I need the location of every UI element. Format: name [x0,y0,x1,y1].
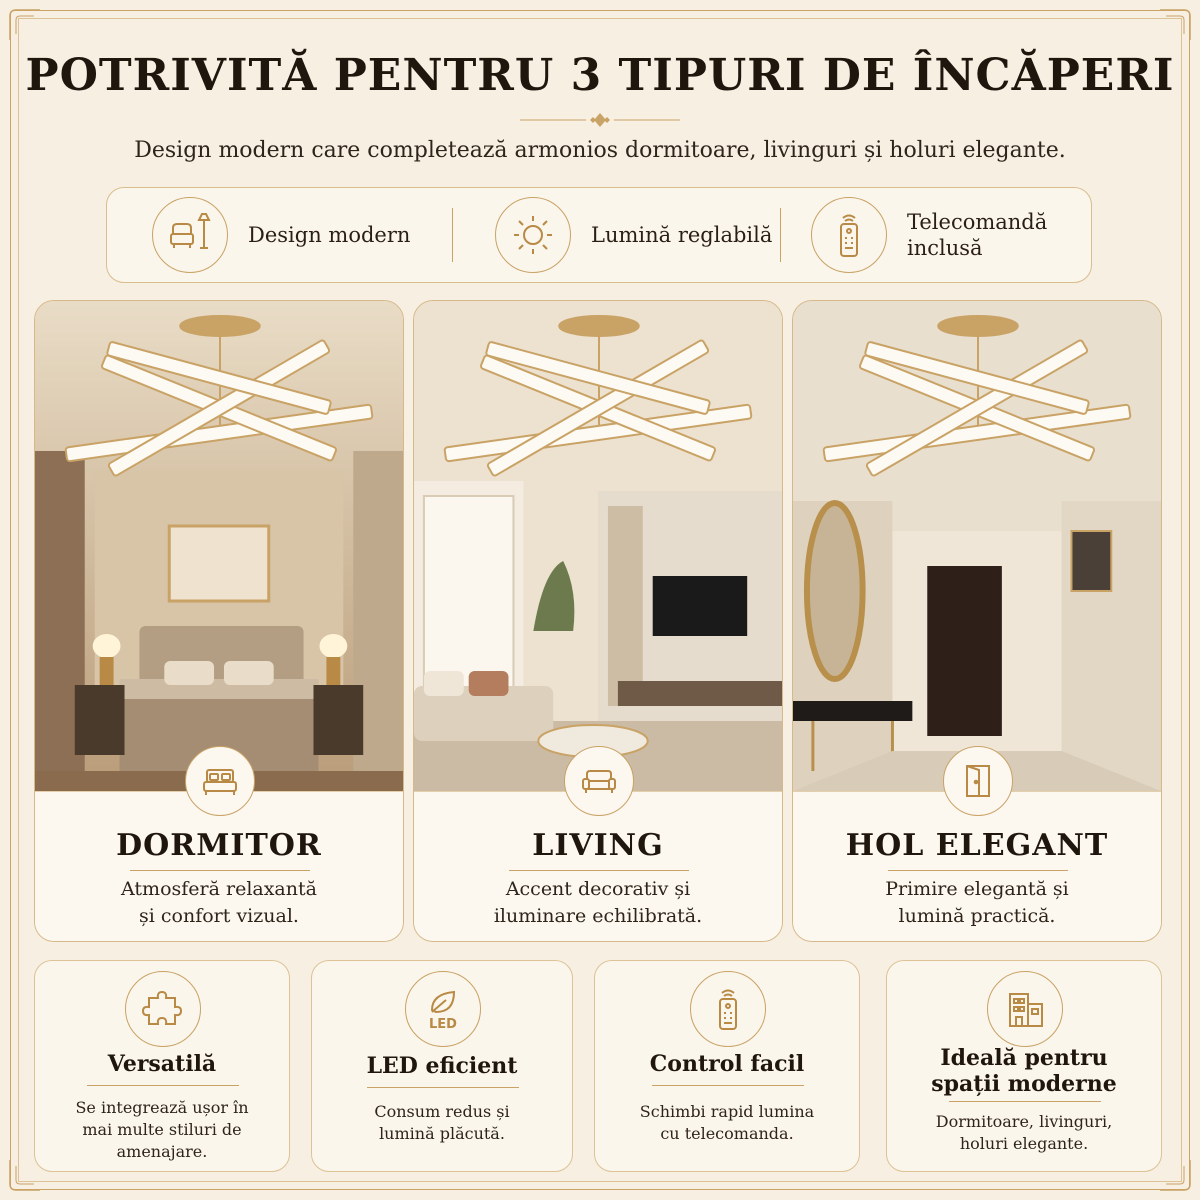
benefit-desc-line: cu telecomanda. [660,1124,794,1143]
remote-icon [690,971,766,1047]
sun-icon [495,197,571,273]
room-card-bedroom [34,300,404,942]
benefit-description [887,1111,1161,1155]
room-desc-line: lumină practică. [898,905,1056,927]
door-icon [943,746,1013,816]
room-desc-line: Accent decorativ și [505,878,691,900]
corner-ornament-icon [1158,8,1192,42]
benefit-description [35,1097,289,1163]
svg-text:LED: LED [429,1017,457,1032]
building-icon [987,971,1063,1047]
benefit-card-led [311,960,573,1172]
benefit-title-line: spații moderne [931,1071,1117,1097]
room-divider [888,870,1068,871]
sofa-icon [564,746,634,816]
room-desc-line: iluminare echilibrată. [493,905,703,927]
feature-design [152,188,452,282]
room-desc-line: Primire elegantă și [885,878,1069,900]
feature-label-line: Telecomandă [907,210,1048,234]
hallway-photo [793,301,1161,791]
room-title: HOL ELEGANT [845,828,1109,863]
feature-remote [811,188,1047,282]
room-divider [509,870,689,871]
benefit-description [312,1101,572,1145]
benefit-title [887,1045,1161,1097]
room-description [414,876,782,930]
feature-label-line: inclusă [907,236,983,260]
benefit-title-line: Ideală pentru [940,1045,1108,1071]
feature-label: Design modern [248,223,411,247]
feature-divider [452,208,453,262]
benefit-desc-line: Schimbi rapid lumina [639,1102,815,1121]
benefit-card-modern-spaces [886,960,1162,1172]
room-desc-line: și confort vizual. [139,905,299,927]
feature-divider [780,208,781,262]
benefit-desc-line: mai multe stiluri de [82,1120,242,1139]
benefit-desc-line: Consum redus și [374,1102,510,1121]
corner-ornament-icon [1158,1158,1192,1192]
benefit-description [595,1101,859,1145]
benefit-title: Control facil [649,1051,805,1077]
bed-icon [185,746,255,816]
feature-label [907,209,1047,261]
feature-label: Lumină reglabilă [591,223,773,247]
page-subtitle: Design modern care completează armonios dormitoare, livinguri și holuri elegante. [134,138,1066,163]
room-divider [130,870,310,871]
benefit-title: Versatilă [107,1051,217,1077]
room-description [35,876,403,930]
room-title: DORMITOR [116,828,322,863]
features-bar [106,187,1092,283]
corner-ornament-icon [8,8,42,42]
benefit-title: LED eficient [366,1053,518,1079]
benefit-divider [949,1101,1101,1102]
benefit-divider [87,1085,239,1086]
divider-ornament-icon [520,110,680,130]
room-description [793,876,1161,930]
benefit-divider [652,1085,804,1086]
remote-control-icon [811,197,887,273]
armchair-lamp-icon [152,197,228,273]
benefit-card-versatile [34,960,290,1172]
benefit-desc-line: Se integrează ușor în [75,1098,249,1117]
page-title: POTRIVITĂ PENTRU 3 TIPURI DE ÎNCĂPERI [25,50,1175,101]
benefit-desc-line: lumină plăcută. [379,1124,505,1143]
benefit-desc-line: amenajare. [116,1142,208,1161]
bedroom-photo [35,301,403,791]
room-desc-line: Atmosferă relaxantă [121,878,317,900]
puzzle-icon [125,971,201,1047]
benefit-desc-line: holuri elegante. [959,1134,1089,1153]
benefit-divider [367,1087,519,1088]
living-photo [414,301,782,791]
room-title: LIVING [532,828,664,863]
room-card-hallway [792,300,1162,942]
benefit-desc-line: Dormitoare, livinguri, [935,1112,1113,1131]
feature-light [495,188,780,282]
room-card-living [413,300,783,942]
led-leaf-icon [405,971,481,1047]
benefit-card-control [594,960,860,1172]
